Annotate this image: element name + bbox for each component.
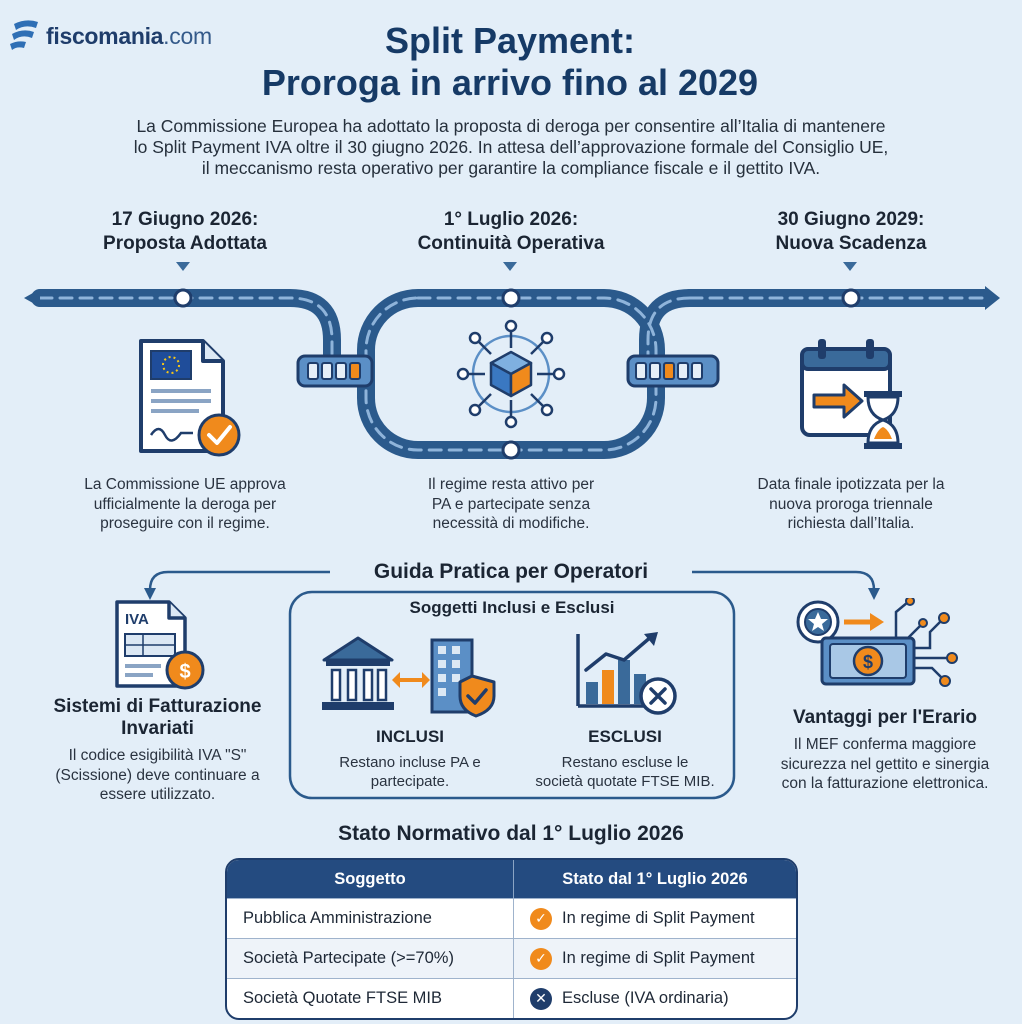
public-admin-buildings-icon xyxy=(318,632,502,718)
status-cell: ✓ In regime di Split Payment xyxy=(514,898,796,938)
milestone-1-description: La Commissione UE approva ufficialmente la deroga per proseguire con il regime. xyxy=(84,476,286,532)
guide-title: Guida Pratica per Operatori xyxy=(362,560,660,583)
milestone-3-description: Data finale ipotizzata per la nuova proroga triennale richiesta dall’Italia. xyxy=(757,476,945,532)
invoicing-description: Il codice esigibilità IVA "S" (Scissione) deve continuare a essere utilizzato. xyxy=(55,747,260,803)
treasury-description: Il MEF conferma maggiore sicurezza nel gettito e sinergia con la fatturazione elettronica. xyxy=(780,736,990,792)
milestone-1-title: 17 Giugno 2026: Proposta Adottata xyxy=(103,209,267,254)
check-icon: ✓ xyxy=(530,908,552,930)
included-title: INCLUSI xyxy=(376,727,444,746)
guide-section xyxy=(311,560,711,584)
fiscomania-logo-icon xyxy=(10,18,40,54)
milestone-2-title: 1° Luglio 2026: Continuità Operativa xyxy=(417,209,605,254)
table-row xyxy=(227,978,796,1018)
table-row xyxy=(227,898,796,938)
header-status: Stato dal 1° Luglio 2026 xyxy=(514,860,796,898)
treasury-money-circuit-icon xyxy=(792,598,962,696)
subject-cell: Società Quotate FTSE MIB xyxy=(227,978,514,1018)
check-icon: ✓ xyxy=(530,948,552,970)
invoicing-title: Sistemi di Fatturazione Invariati xyxy=(53,696,262,739)
page-title: Split Payment: Proroga in arrivo fino al 2029 xyxy=(261,20,759,103)
svg-text:IVA: IVA xyxy=(125,611,149,628)
header-subject: Soggetto xyxy=(227,860,514,898)
calendar-hourglass-icon xyxy=(796,335,908,453)
status-table-header-row xyxy=(227,860,796,898)
excluded-description: Restano escluse le società quotate FTSE MIB. xyxy=(535,754,715,790)
svg-text:$: $ xyxy=(862,652,874,672)
svg-text:$: $ xyxy=(179,661,191,683)
connector-left xyxy=(298,356,372,386)
excluded-column xyxy=(520,727,730,747)
connector-right xyxy=(628,356,718,386)
invoice-iva-icon xyxy=(113,598,209,694)
excluded-chart-icon xyxy=(572,630,682,718)
milestone-2-description: Il regime resta attivo per PA e partecipate senza necessità di modifiche. xyxy=(427,476,595,532)
network-cube-icon xyxy=(455,318,567,430)
status-cell: ✕ Escluse (IVA ordinaria) xyxy=(514,978,796,1018)
status-table xyxy=(225,858,798,1020)
status-cell: ✓ In regime di Split Payment xyxy=(514,938,796,978)
excluded-title: ESCLUSI xyxy=(588,727,662,746)
subject-cell: Pubblica Amministrazione xyxy=(227,898,514,938)
subjects-panel-title: Soggetti Inclusi e Esclusi xyxy=(409,598,615,617)
subject-cell: Società Partecipate (>=70%) xyxy=(227,938,514,978)
cross-icon: ✕ xyxy=(530,988,552,1010)
brand-name: fiscomania.com xyxy=(46,22,212,49)
milestone-3-title: 30 Giugno 2029: Nuova Scadenza xyxy=(775,209,927,254)
treasury-title: Vantaggi per l'Erario xyxy=(792,707,978,728)
included-column xyxy=(320,727,500,747)
document-eu-check-icon xyxy=(135,335,245,460)
intro-paragraph: La Commissione Europea ha adottato la proposta di deroga per consentire all’Italia di mantenere lo Split Payment IVA oltre il 30 giugno 2026. In attesa dell’approvazione formale del Consiglio UE, il meccanismo resta operativo per garantire la compliance fiscale e il gettito IVA. xyxy=(133,116,889,178)
included-description: Restano incluse PA e partecipate. xyxy=(339,754,481,790)
table-row xyxy=(227,938,796,978)
status-table-title: Stato Normativo dal 1° Luglio 2026 xyxy=(338,822,684,845)
